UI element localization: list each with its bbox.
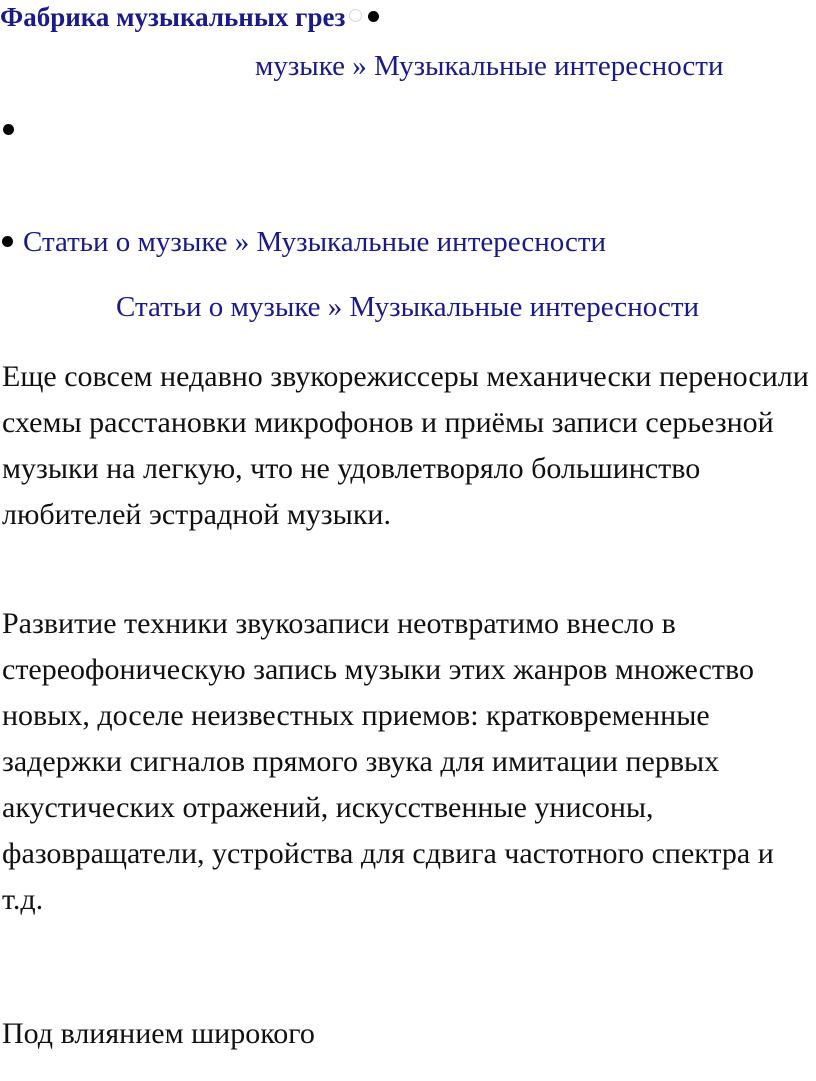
bullet-icon <box>3 124 14 135</box>
article-paragraph: Еще совсем недавно звукорежиссеры механически переносили схемы расстановки микрофонов и приёмы записи серьезной музыки на легкую, что не удовлетворяло большинство любителей эстрадной музыки. <box>2 360 809 531</box>
breadcrumb-text[interactable]: Статьи о музыке » Музыкальные интересности <box>116 291 700 323</box>
breadcrumb-text[interactable]: музыке » Музыкальные интересности <box>255 50 724 82</box>
site-title-row <box>0 2 379 33</box>
bullet-icon <box>368 11 379 22</box>
breadcrumb[interactable] <box>116 291 699 324</box>
breadcrumb[interactable] <box>255 50 724 83</box>
bullet-icon <box>2 236 13 247</box>
article-paragraph: Под влиянием широкого <box>2 1017 315 1050</box>
list-bullet <box>3 124 14 144</box>
site-title-link[interactable]: Фабрика музыкальных грез <box>0 2 346 32</box>
breadcrumb[interactable] <box>2 226 606 259</box>
empty-bullet-icon <box>349 9 362 22</box>
breadcrumb-text[interactable]: Статьи о музыке » Музыкальные интересности <box>23 226 607 258</box>
article-paragraph: Развитие техники звукозаписи неотвратимо внесло в стереофоническую запись музыки этих жанров множество новых, доселе неизвестных приемов: кратковременные задержки сигналов прямого звука для имитации первых акустических отражений, искусственные унисоны, фазовращатели, устройства для сдвига частотного спектра и т.д. <box>2 607 774 916</box>
